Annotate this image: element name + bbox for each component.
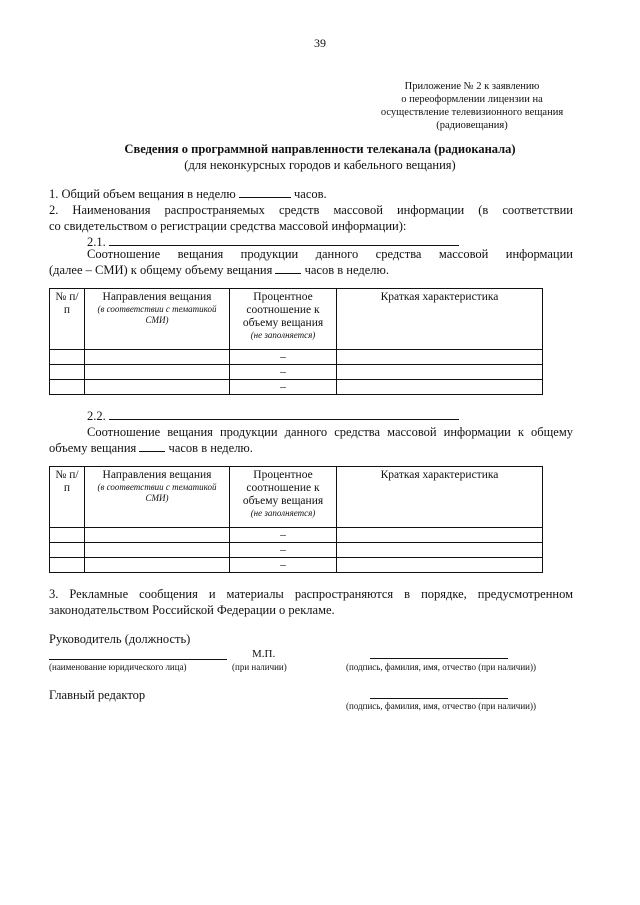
sub-2-1-label: 2.1. bbox=[87, 235, 106, 249]
cell-percent: – bbox=[230, 528, 337, 543]
appendix-line-3: осуществление телевизионного вещания bbox=[380, 107, 564, 118]
item-3-line-1: 3. Рекламные сообщения и материалы распространяются в порядке, предусмотренном bbox=[49, 587, 573, 601]
cell-percent: – bbox=[230, 365, 337, 380]
cell-percent: – bbox=[230, 558, 337, 573]
header-percent-note: (не заполняется) bbox=[250, 508, 316, 518]
table-row bbox=[50, 543, 543, 558]
sub-2-2-ratio-line-1: Соотношение вещания продукции данного средства массовой информации к общему bbox=[87, 425, 573, 439]
cell-description bbox=[337, 365, 543, 380]
appendix-line-2: о переоформлении лицензии на bbox=[401, 94, 543, 105]
header-direction-note: (в соответствии с тематикой СМИ) bbox=[97, 482, 217, 503]
document-title: Сведения о программной направленности телеканала (радиоканала) bbox=[124, 142, 516, 156]
cell-description bbox=[337, 528, 543, 543]
sub-2-2 bbox=[87, 408, 487, 424]
sub-2-1-ratio-unit: часов в неделю. bbox=[304, 263, 389, 277]
sub-2-2-hours-blank bbox=[139, 440, 165, 452]
appendix-header bbox=[360, 80, 584, 132]
cell-number bbox=[50, 350, 85, 365]
header-number: № п/п bbox=[50, 289, 85, 350]
weekly-volume-blank bbox=[239, 186, 291, 198]
appendix-line-4: (радиовещания) bbox=[436, 120, 508, 131]
item-1-text: 1. Общий объем вещания в неделю bbox=[49, 187, 236, 201]
head-signature-caption: (подпись, фамилия, имя, отчество (при наличии)) bbox=[346, 662, 536, 672]
cell-direction bbox=[85, 350, 230, 365]
cell-number bbox=[50, 543, 85, 558]
table-row bbox=[50, 380, 543, 395]
org-name-caption: (наименование юридического лица) bbox=[49, 662, 187, 672]
page-number: 39 bbox=[314, 36, 326, 50]
seal-label: М.П. bbox=[252, 648, 276, 660]
table-header-row bbox=[50, 289, 543, 350]
cell-direction bbox=[85, 365, 230, 380]
item-3-line-2: законодательством Российской Федерации о рекламе. bbox=[49, 603, 335, 617]
editor-signature-line bbox=[370, 698, 508, 699]
header-direction bbox=[85, 467, 230, 528]
sub-2-1-ratio-line-2 bbox=[49, 262, 573, 278]
cell-direction bbox=[85, 380, 230, 395]
cell-description bbox=[337, 543, 543, 558]
cell-description bbox=[337, 350, 543, 365]
header-percent-label: Процентное соотношение к объему вещания bbox=[242, 291, 324, 329]
header-description: Краткая характеристика bbox=[337, 289, 543, 350]
cell-number bbox=[50, 528, 85, 543]
table-row bbox=[50, 365, 543, 380]
cell-direction bbox=[85, 543, 230, 558]
header-direction-note: (в соответствии с тематикой СМИ) bbox=[97, 304, 217, 325]
header-description: Краткая характеристика bbox=[337, 467, 543, 528]
item-2-line-2: со свидетельством о регистрации средства массовой информации): bbox=[49, 219, 407, 233]
sub-2-2-name-blank bbox=[109, 408, 459, 420]
table-row bbox=[50, 558, 543, 573]
sub-2-1-hours-blank bbox=[275, 262, 301, 274]
cell-percent: – bbox=[230, 350, 337, 365]
sub-2-1-name-blank bbox=[109, 234, 459, 246]
cell-description bbox=[337, 558, 543, 573]
header-percent-note: (не заполняется) bbox=[250, 330, 316, 340]
appendix-line-1: Приложение № 2 к заявлению bbox=[404, 81, 540, 92]
broadcast-table-1 bbox=[49, 288, 543, 395]
header-direction-label: Направления вещания bbox=[102, 469, 212, 481]
sub-2-2-ratio-line-2 bbox=[49, 440, 573, 456]
header-direction-label: Направления вещания bbox=[102, 291, 212, 303]
editor-signature-caption: (подпись, фамилия, имя, отчество (при наличии)) bbox=[346, 701, 536, 711]
header-number: № п/п bbox=[50, 467, 85, 528]
header-percent bbox=[230, 467, 337, 528]
seal-caption: (при наличии) bbox=[232, 662, 287, 672]
item-2-line-1: 2. Наименования распространяемых средств массовой информации (в соответствии bbox=[49, 203, 573, 217]
cell-number bbox=[50, 365, 85, 380]
table-row bbox=[50, 528, 543, 543]
table-header-row bbox=[50, 467, 543, 528]
cell-percent: – bbox=[230, 543, 337, 558]
cell-direction bbox=[85, 558, 230, 573]
header-percent-label: Процентное соотношение к объему вещания bbox=[242, 469, 324, 507]
editor-title: Главный редактор bbox=[49, 688, 146, 702]
document-subtitle: (для неконкурсных городов и кабельного вещания) bbox=[184, 158, 456, 172]
sub-2-1-ratio-line-1: Соотношение вещания продукции данного средства массовой информации bbox=[87, 247, 573, 261]
header-direction bbox=[85, 289, 230, 350]
broadcast-table-2 bbox=[49, 466, 543, 573]
cell-number bbox=[50, 558, 85, 573]
cell-direction bbox=[85, 528, 230, 543]
table-row bbox=[50, 350, 543, 365]
sub-2-2-ratio-text: объему вещания bbox=[49, 441, 137, 455]
head-title: Руководитель (должность) bbox=[49, 632, 191, 646]
cell-percent: – bbox=[230, 380, 337, 395]
sub-2-2-label: 2.2. bbox=[87, 409, 106, 423]
head-signature-line bbox=[370, 658, 508, 659]
cell-number bbox=[50, 380, 85, 395]
item-1 bbox=[49, 186, 573, 202]
org-name-line bbox=[49, 659, 227, 660]
sub-2-1-ratio-text: (далее – СМИ) к общему объему вещания bbox=[49, 263, 273, 277]
header-percent bbox=[230, 289, 337, 350]
cell-description bbox=[337, 380, 543, 395]
sub-2-2-ratio-unit: часов в неделю. bbox=[168, 441, 253, 455]
item-1-unit: часов. bbox=[294, 187, 327, 201]
